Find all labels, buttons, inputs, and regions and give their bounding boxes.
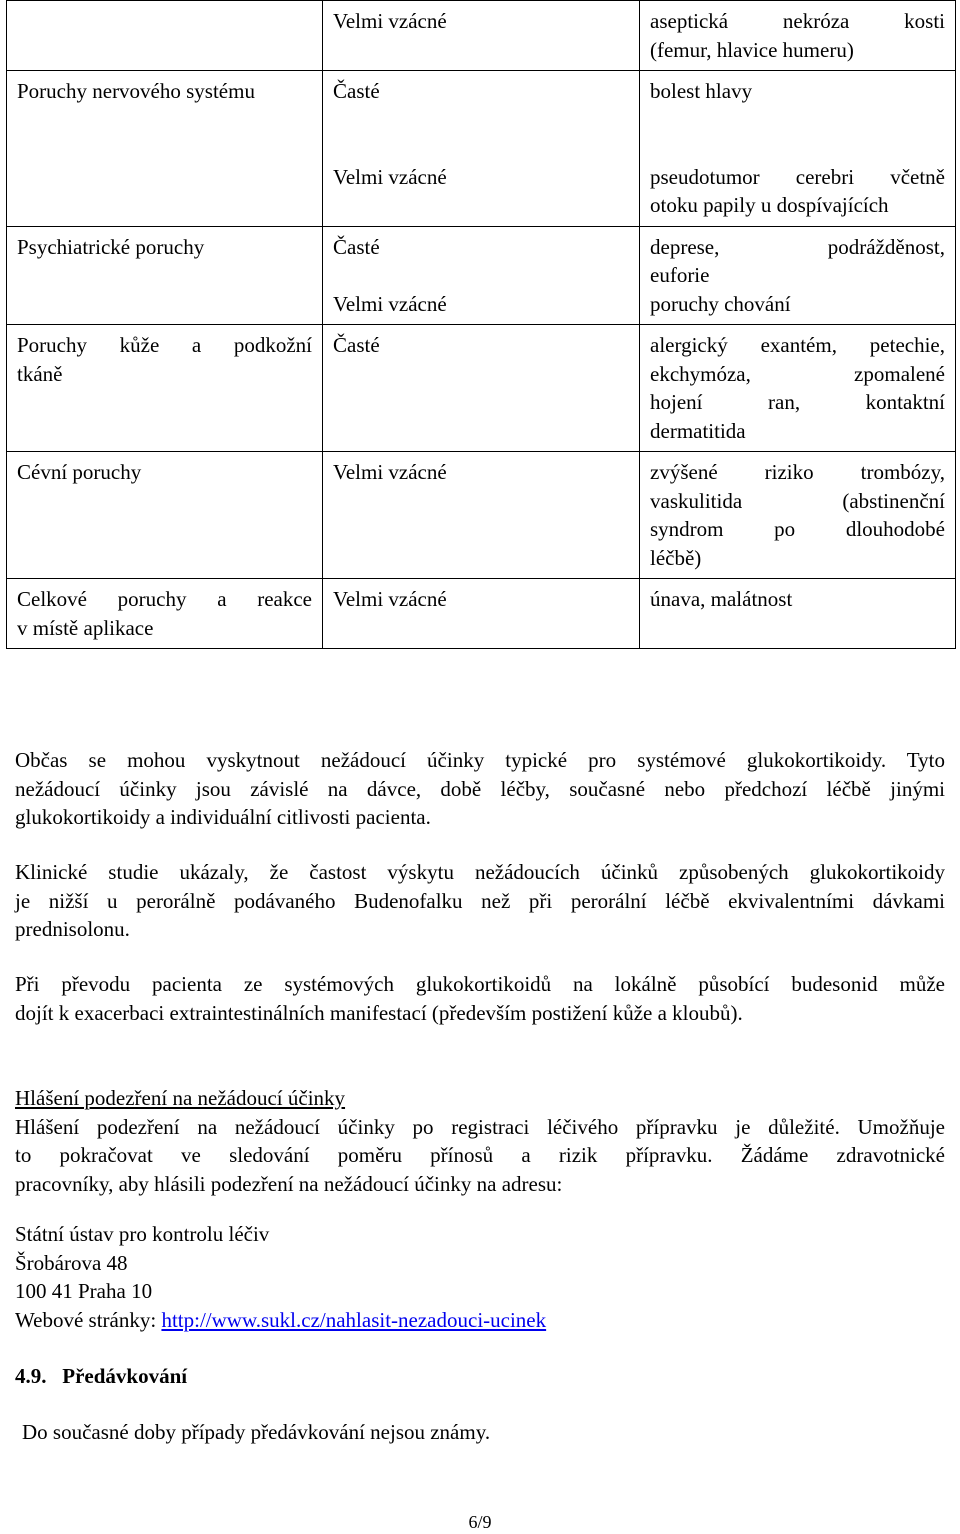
organ-cell-line: v místě aplikace	[17, 615, 154, 640]
frequency-cell-line: Časté	[333, 234, 380, 259]
organ-cell-line: Psychiatrické poruchy	[17, 234, 205, 259]
address-line: Šrobárova 48	[15, 1250, 128, 1275]
reporting-line: pracovníky, aby hlásili podezření na nežádoucí účinky na adresu:	[15, 1171, 563, 1196]
effect-cell-line	[650, 134, 945, 163]
reporting-body	[15, 1113, 945, 1199]
effect-cell-line: léčbě)	[650, 545, 702, 570]
organ-cell	[7, 1, 323, 71]
paragraph-line: glukokortikoidy a individuální citlivosti pacienta.	[15, 805, 431, 829]
organ-cell	[7, 325, 323, 452]
table-row	[7, 1, 956, 71]
frequency-cell	[323, 452, 640, 579]
frequency-cell	[323, 1, 640, 71]
paragraph-line: dojít k exacerbaci extraintestinálních manifestací (především postižení kůže a kloubů).	[15, 1000, 743, 1025]
web-line	[15, 1306, 945, 1335]
paragraph-transfer	[15, 970, 945, 1027]
effect-cell	[640, 71, 956, 227]
table-row	[7, 579, 956, 649]
organ-cell-line: Celkové poruchy a reakce	[17, 587, 312, 611]
organ-cell	[7, 71, 323, 227]
effect-cell-line: deprese, podrážděnost,	[650, 234, 945, 259]
effect-cell-line: syndrom po dlouhodobé	[650, 517, 945, 541]
table-row	[7, 71, 956, 227]
effect-cell-line	[650, 106, 945, 135]
effect-cell	[640, 452, 956, 579]
organ-cell	[7, 452, 323, 579]
effect-cell-line: pseudotumor cerebri včetně	[650, 164, 945, 189]
organ-cell	[7, 226, 323, 325]
reporting-line: Hlášení podezření na nežádoucí účinky po registraci léčivého přípravku je důležité. Umožňuje	[15, 1114, 945, 1139]
frequency-cell-line: Velmi vzácné	[333, 587, 447, 611]
table-row	[7, 226, 956, 325]
paragraph-line: nežádoucí účinky jsou závislé na dávce, době léčby, současné nebo předchozí léčbě jinými	[15, 776, 945, 801]
paragraph-line: prednisolonu.	[15, 917, 130, 941]
paragraph-typical-effects	[15, 746, 945, 832]
effect-cell	[640, 325, 956, 452]
paragraph-line: Klinické studie ukázaly, že častost výskytu nežádoucích účinků způsobených glukokortikoidy	[15, 860, 945, 884]
organ-cell-line: Poruchy kůže a podkožní	[17, 333, 312, 357]
effect-cell-line: aseptická nekróza kosti	[650, 9, 945, 33]
effect-cell	[640, 1, 956, 71]
frequency-cell-line: Velmi vzácné	[333, 164, 447, 189]
effect-cell-line: dermatitida	[650, 418, 746, 443]
reporting-section	[15, 1084, 945, 1198]
effect-cell-line: (femur, hlavice humeru)	[650, 37, 854, 62]
paragraph-clinical-studies	[15, 858, 945, 944]
organ-cell	[7, 579, 323, 649]
frequency-cell-line	[333, 106, 629, 135]
reporting-heading: Hlášení podezření na nežádoucí účinky	[15, 1086, 346, 1110]
side-effects-table	[6, 0, 956, 649]
frequency-cell	[323, 325, 640, 452]
effect-cell	[640, 579, 956, 649]
address-block	[15, 1220, 945, 1334]
effect-cell-line: bolest hlavy	[650, 79, 753, 103]
paragraph-line: Při převodu pacienta ze systémových glukokortikoidů na lokálně působící budesonid může	[15, 972, 945, 996]
frequency-cell	[323, 71, 640, 227]
frequency-cell-line: Velmi vzácné	[333, 460, 447, 484]
section-4-9-heading: 4.9. Předávkování	[15, 1364, 188, 1388]
effect-cell-line: poruchy chování	[650, 291, 791, 316]
frequency-cell-line: Časté	[333, 333, 380, 357]
address-line: 100 41 Praha 10	[15, 1279, 153, 1303]
effect-cell-line: zvýšené riziko trombózy,	[650, 460, 945, 484]
table-row	[7, 452, 956, 579]
frequency-cell-line: Velmi vzácné	[333, 9, 447, 33]
effect-cell-line: alergický exantém, petechie,	[650, 333, 945, 357]
effect-cell-line: únava, malátnost	[650, 587, 793, 611]
effect-cell	[640, 226, 956, 325]
table-row	[7, 325, 956, 452]
effect-cell-line: euforie	[650, 263, 710, 287]
organ-cell-line: Cévní poruchy	[17, 460, 142, 484]
paragraph-line: Občas se mohou vyskytnout nežádoucí účinky typické pro systémové glukokortikoidy. Tyto	[15, 748, 945, 772]
sukl-link[interactable]: http://www.sukl.cz/nahlasit-nezadouci-ucinek	[161, 1307, 547, 1332]
frequency-cell-line	[333, 134, 629, 163]
organ-cell-line: tkáně	[17, 361, 63, 386]
frequency-cell-line	[333, 261, 629, 290]
frequency-cell-line: Časté	[333, 79, 380, 103]
frequency-cell	[323, 579, 640, 649]
frequency-cell	[323, 226, 640, 325]
effect-cell-line: hojení ran, kontaktní	[650, 390, 945, 414]
organ-cell-line: Poruchy nervového systému	[17, 79, 255, 103]
address-line: Státní ústav pro kontrolu léčiv	[15, 1222, 270, 1246]
effect-cell-line: ekchymóza, zpomalené	[650, 361, 945, 386]
reporting-line: to pokračovat ve sledování poměru přínosů a rizik přípravku. Žádáme zdravotnické	[15, 1143, 945, 1167]
effect-cell-line: otoku papily u dospívajících	[650, 193, 889, 217]
frequency-cell-line: Velmi vzácné	[333, 291, 447, 316]
overdose-text: Do současné doby případy předávkování nejsou známy.	[22, 1420, 491, 1444]
paragraph-line: je nižší u perorálně podávaného Budenofalku než při perorální léčbě ekvivalentními dávkami	[15, 888, 945, 913]
page-number: 6/9	[468, 1512, 492, 1532]
effect-cell-line: vaskulitida (abstinenční	[650, 488, 945, 513]
web-label: Webové stránky:	[15, 1307, 162, 1332]
